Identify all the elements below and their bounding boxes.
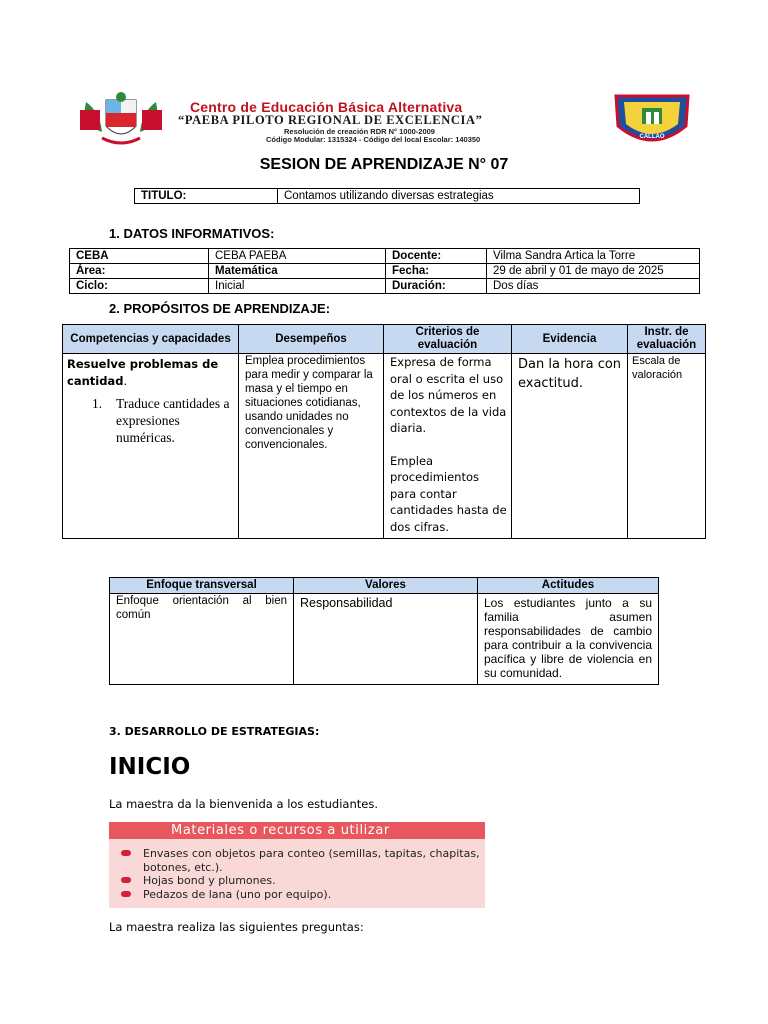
datos-label: Duración: <box>386 279 487 294</box>
capacidad-text: Traduce cantidades a expresiones numéricas. <box>116 396 230 445</box>
peru-coat-of-arms-icon <box>80 92 162 152</box>
school-shield-icon <box>612 92 692 150</box>
column-header: Actitudes <box>478 578 659 594</box>
valores-cell <box>294 594 478 685</box>
enfoque-table <box>109 577 659 685</box>
table-header-row <box>63 325 706 354</box>
criterios-cell <box>384 354 512 539</box>
list-item-text: Pedazos de lana (uno por equipo). <box>143 887 332 901</box>
competencia-end: . <box>123 373 128 388</box>
criterio-text: Emplea procedimientos para contar cantidades hasta de dos cifras. <box>390 453 507 534</box>
table-row <box>70 279 700 294</box>
datos-label: Fecha: <box>386 264 487 279</box>
table-row <box>70 264 700 279</box>
shield-label: CALLAO <box>639 134 665 140</box>
enfoque-cell <box>110 594 294 685</box>
materials-box <box>109 822 485 908</box>
column-header: Desempeños <box>239 325 384 354</box>
institution-resolution: Resolución de creación RDR N° 1000-2009 <box>284 127 435 136</box>
section-datos-informativos: 1. DATOS INFORMATIVOS: <box>109 226 275 241</box>
bullet-icon <box>121 891 131 897</box>
enfoque-text: Enfoque orientación al bien común <box>116 595 287 621</box>
datos-value: Inicial <box>209 279 386 294</box>
column-header: Instr. de evaluación <box>628 325 706 354</box>
datos-table <box>69 248 700 294</box>
propositos-table <box>62 324 706 539</box>
column-header: Criterios de evaluación <box>384 325 512 354</box>
column-header: Evidencia <box>512 325 628 354</box>
paragraph-bienvenida: La maestra da la bienvenida a los estudiantes. <box>109 797 378 811</box>
actitudes-cell <box>478 594 659 685</box>
desempeno-cell <box>239 354 384 539</box>
column-header: Valores <box>294 578 478 594</box>
instrumento-cell <box>628 354 706 539</box>
table-row <box>110 594 659 685</box>
institution-slogan: “PAEBA PILOTO REGIONAL DE EXCELENCIA” <box>178 113 483 127</box>
section-desarrollo: 3. DESARROLLO DE ESTRATEGIAS: <box>109 725 320 738</box>
materials-title: Materiales o recursos a utilizar <box>109 822 485 839</box>
datos-value: 29 de abril y 01 de mayo de 2025 <box>487 264 700 279</box>
column-header: Competencias y capacidades <box>63 325 239 354</box>
list-item <box>121 847 485 874</box>
table-row <box>135 189 640 204</box>
valor-text: Responsabilidad <box>300 596 393 610</box>
paragraph-preguntas: La maestra realiza las siguientes preguntas: <box>109 920 364 934</box>
datos-label: Docente: <box>386 249 487 264</box>
table-header-row <box>110 578 659 594</box>
datos-label: CEBA <box>70 249 209 264</box>
datos-value: CEBA PAEBA <box>209 249 386 264</box>
titulo-value: Contamos utilizando diversas estrategias <box>278 189 640 204</box>
page-title: SESION DE APRENDIZAJE N° 07 <box>259 156 509 173</box>
competencia-label: Resuelve problemas de cantidad <box>67 357 219 388</box>
bullet-icon <box>121 850 131 856</box>
list-item-text: Hojas bond y plumones. <box>143 874 276 887</box>
datos-label: Área: <box>70 264 209 279</box>
competencia-text <box>67 356 234 389</box>
desempeno-text: Emplea procedimientos para medir y comparar la masa y el tiempo en situaciones cotidianas, usando unidades no convencionales y convencionales. <box>245 355 373 451</box>
criterio-text: Expresa de forma oral o escrita el uso de los números en contextos de la vida diaria. <box>390 355 507 435</box>
list-item-text: Envases con objetos para conteo (semillas, tapitas, chapitas, botones, etc.). <box>143 847 480 874</box>
section-propositos: 2. PROPÓSITOS DE APRENDIZAJE: <box>109 301 331 316</box>
datos-value: Matemática <box>209 264 386 279</box>
instrumento-text: Escala de valoración <box>632 355 683 381</box>
titulo-label: TITULO: <box>135 189 278 204</box>
competencias-cell <box>63 354 239 539</box>
institution-name: Centro de Educación Básica Alternativa <box>190 99 463 115</box>
capacidad-number: 1. <box>92 396 103 411</box>
materials-list <box>109 839 485 901</box>
column-header: Enfoque transversal <box>110 578 294 594</box>
datos-label: Ciclo: <box>70 279 209 294</box>
evidencia-text: Dan la hora con exactitud. <box>518 357 622 391</box>
actitud-text: Los estudiantes junto a su familia asumen responsabilidades de cambio para contribuir a la convivencia pacífica y libre de violencia en su comunidad. <box>484 596 652 680</box>
institution-codes: Código Modular: 1315324 - Código del local Escolar: 140350 <box>266 135 481 144</box>
inicio-heading: INICIO <box>109 754 191 780</box>
capacidad-item <box>67 395 234 446</box>
table-row <box>63 354 706 539</box>
evidencia-cell <box>512 354 628 539</box>
datos-value: Dos días <box>487 279 700 294</box>
list-item <box>121 874 485 888</box>
table-row <box>70 249 700 264</box>
list-item <box>121 888 485 902</box>
datos-value: Vilma Sandra Artica la Torre <box>487 249 700 264</box>
bullet-icon <box>121 877 131 883</box>
titulo-table <box>134 188 640 204</box>
